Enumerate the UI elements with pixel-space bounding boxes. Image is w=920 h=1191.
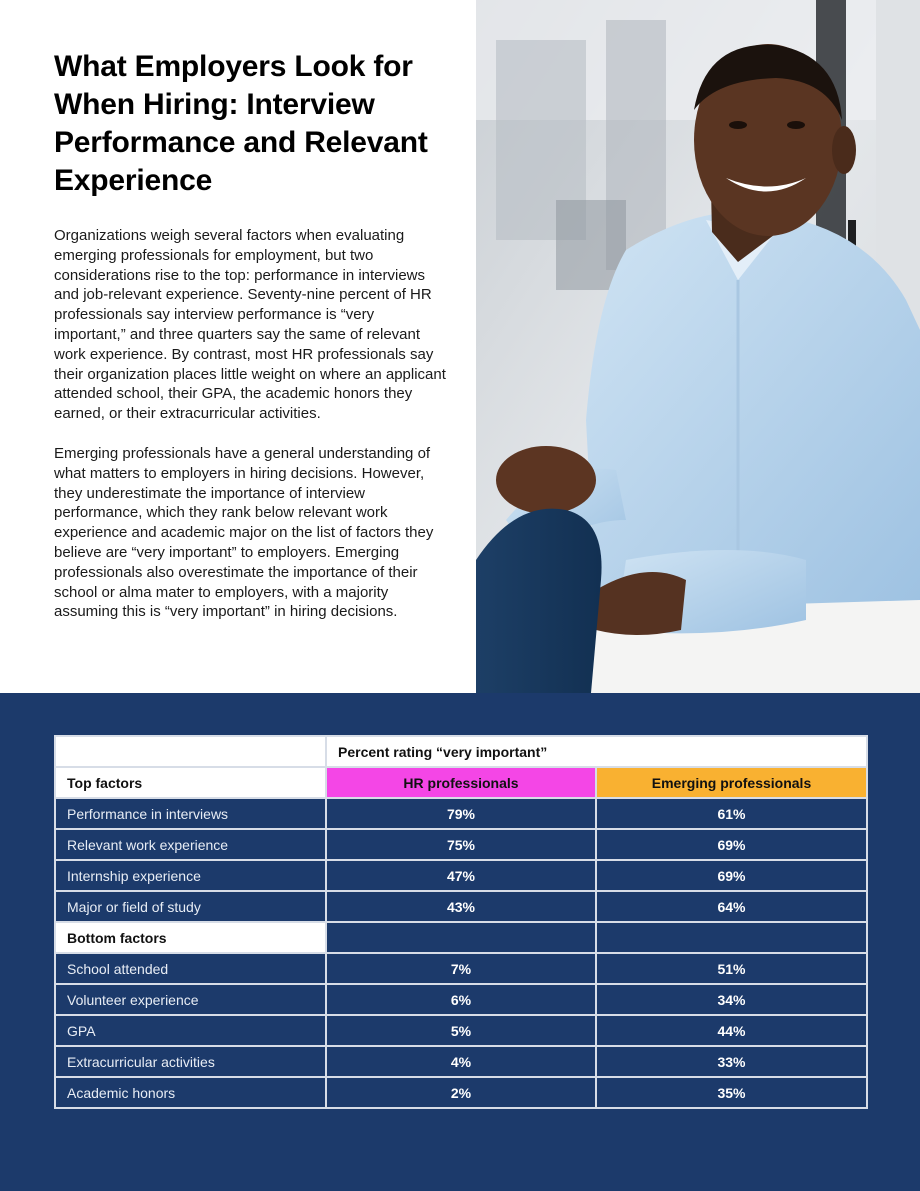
emerging-value: 51% [596,953,867,984]
handshake-photo [476,0,920,693]
table-row [55,1046,867,1077]
table-row [55,860,867,891]
factor-label: Extracurricular activities [55,1046,326,1077]
emerging-value: 64% [596,891,867,922]
table-row [55,1077,867,1108]
table-corner-cell [55,736,326,767]
emerging-value: 34% [596,984,867,1015]
paragraph-1: Organizations weigh several factors when evaluating emerging professionals for employment, but two considerations rise to the top: performance in interviews and job-relevant experience. Seventy-nine percent of HR professionals say interview performance is “very important,” and three quarters say the same of relevant work experience. By contrast, most HR professionals say their organization places little weight on where an applicant attended school, their GPA, the academic honors they earned, or their extracurricular activities. [54,227,446,423]
table-row [55,953,867,984]
emerging-value: 35% [596,1077,867,1108]
table-super-header-row [55,736,867,767]
hr-value: 7% [326,953,596,984]
hr-value: 75% [326,829,596,860]
factor-label: Major or field of study [55,891,326,922]
factor-label: Performance in interviews [55,798,326,829]
emerging-value: 33% [596,1046,867,1077]
hr-professionals-header: HR professionals [326,767,596,798]
table-row [55,891,867,922]
article-text-column [54,48,446,642]
hr-value: 2% [326,1077,596,1108]
empty-cell [596,922,867,953]
emerging-professionals-header: Emerging professionals [596,767,867,798]
table-row [55,984,867,1015]
factor-label: Academic honors [55,1077,326,1108]
article-body [54,226,446,622]
results-section [0,693,920,1191]
super-header: Percent rating “very important” [326,736,867,767]
emerging-value: 69% [596,860,867,891]
paragraph-2: Emerging professionals have a general understanding of what matters to employers in hiring decisions. However, they underestimate the importance of interview performance, which they rank below relevant work experience and academic major on the list of factors they believe are “very important” to employers. Emerging professionals also overestimate the importance of their school or alma mater to employers, with a majority assuming this is “very important” in hiring decisions. [54,444,434,621]
emerging-value: 69% [596,829,867,860]
table-header-row [55,767,867,798]
hr-value: 79% [326,798,596,829]
factor-label: Relevant work experience [55,829,326,860]
table-row [55,1015,867,1046]
empty-cell [326,922,596,953]
emerging-value: 44% [596,1015,867,1046]
bottom-factors-header-row [55,922,867,953]
table-row [55,798,867,829]
factor-label: School attended [55,953,326,984]
top-factors-header: Top factors [55,767,326,798]
page-title: What Employers Look for When Hiring: Interview Performance and Relevant Experience [54,50,428,197]
emerging-value: 61% [596,798,867,829]
hr-value: 6% [326,984,596,1015]
hiring-factors-table [54,735,868,1109]
hr-value: 5% [326,1015,596,1046]
factor-label: Volunteer experience [55,984,326,1015]
table-row [55,829,867,860]
handshake-photo-illustration [476,0,920,693]
hr-value: 43% [326,891,596,922]
hr-value: 47% [326,860,596,891]
hr-value: 4% [326,1046,596,1077]
factor-label: Internship experience [55,860,326,891]
bottom-factors-header: Bottom factors [55,922,326,953]
factor-label: GPA [55,1015,326,1046]
